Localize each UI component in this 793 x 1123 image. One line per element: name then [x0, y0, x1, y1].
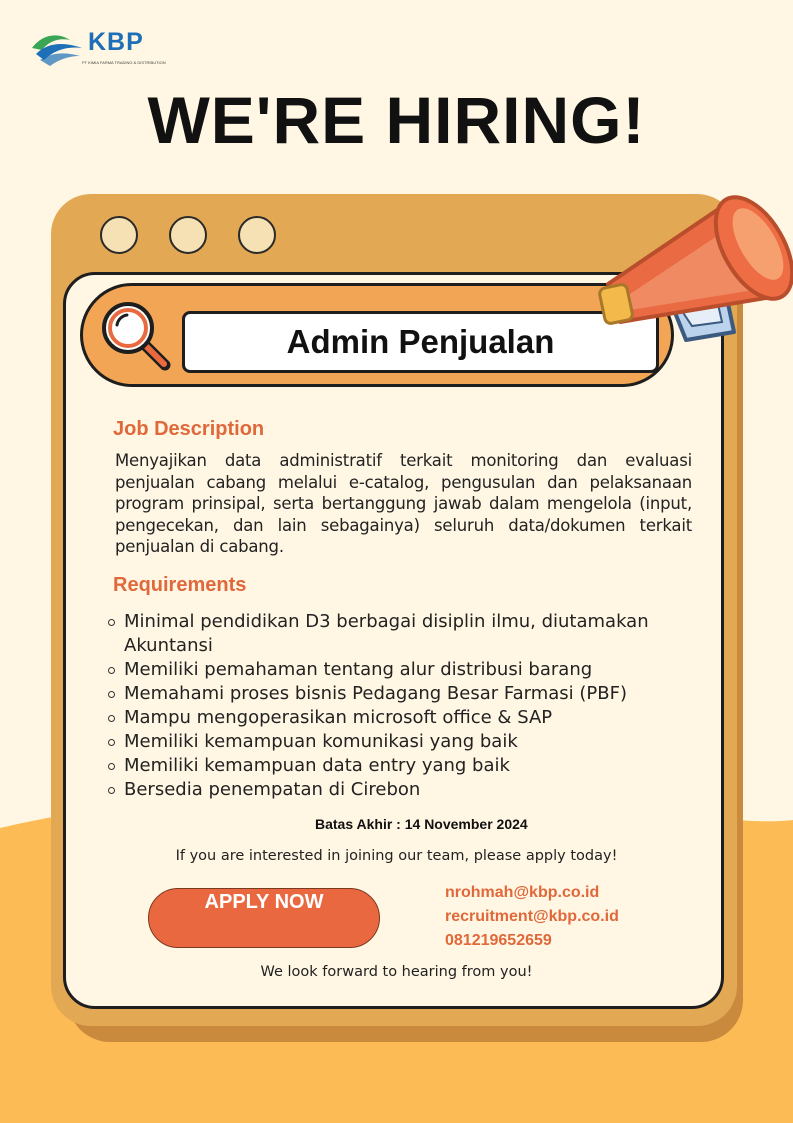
interest-text: If you are interested in joining our team, please apply today!: [175, 848, 618, 864]
position-title-box: [182, 311, 659, 373]
bullet-icon: [108, 619, 115, 626]
bullet-icon: [108, 763, 115, 770]
logo-subtitle: PT KIMIA FARMA TRADING & DISTRIBUTION: [82, 60, 166, 65]
bullet-icon: [108, 739, 115, 746]
requirements-title: Requirements: [113, 574, 247, 596]
apply-now-button[interactable]: APPLY NOW: [148, 888, 380, 948]
bullet-icon: [108, 715, 115, 722]
list-item: Memiliki kemampuan komunikasi yang baik: [108, 730, 698, 754]
requirements-list: [108, 610, 698, 802]
bullet-icon: [108, 787, 115, 794]
list-item: Memiliki kemampuan data entry yang baik: [108, 754, 698, 778]
kbp-logo-icon: [30, 28, 86, 68]
bullet-icon: [108, 691, 115, 698]
list-item: Mampu mengoperasikan microsoft office & SAP: [108, 706, 698, 730]
closing-text: We look forward to hearing from you!: [260, 964, 533, 980]
megaphone-icon: [598, 176, 793, 346]
contact-phone[interactable]: 081219652659: [445, 932, 552, 949]
bullet-icon: [108, 667, 115, 674]
logo-name: KBP: [88, 28, 144, 56]
search-icon: [95, 295, 175, 375]
job-description-title: Job Description: [113, 418, 265, 440]
job-description-text: Menyajikan data administratif terkait monitoring dan evaluasi penjualan cabang melalui e-catalog, pengusulan dan pelaksanaan program prinsipal, serta bertanggung jawab dalam mengelola (input, pengecekan, dan lain sebagainya) seluruh data/dokumen terkait penjualan di cabang.: [115, 451, 692, 556]
list-item: Memahami proses bisnis Pedagang Besar Farmasi (PBF): [108, 682, 698, 706]
list-item: Bersedia penempatan di Cirebon: [108, 778, 698, 802]
company-logo: [30, 28, 166, 70]
list-item: Minimal pendidikan D3 berbagai disiplin ilmu, diutamakan Akuntansi: [108, 610, 698, 658]
contact-email-1[interactable]: nrohmah@kbp.co.id: [445, 884, 600, 901]
window-dot-1: [100, 216, 138, 254]
headline: WE'RE HIRING!: [147, 83, 646, 157]
contact-email-2[interactable]: recruitment@kbp.co.id: [445, 908, 619, 925]
position-title: Admin Penjualan: [286, 323, 555, 360]
deadline-text: Batas Akhir : 14 November 2024: [315, 816, 528, 832]
list-item: Memiliki pemahaman tentang alur distribusi barang: [108, 658, 698, 682]
window-dot-2: [169, 216, 207, 254]
window-dot-3: [238, 216, 276, 254]
